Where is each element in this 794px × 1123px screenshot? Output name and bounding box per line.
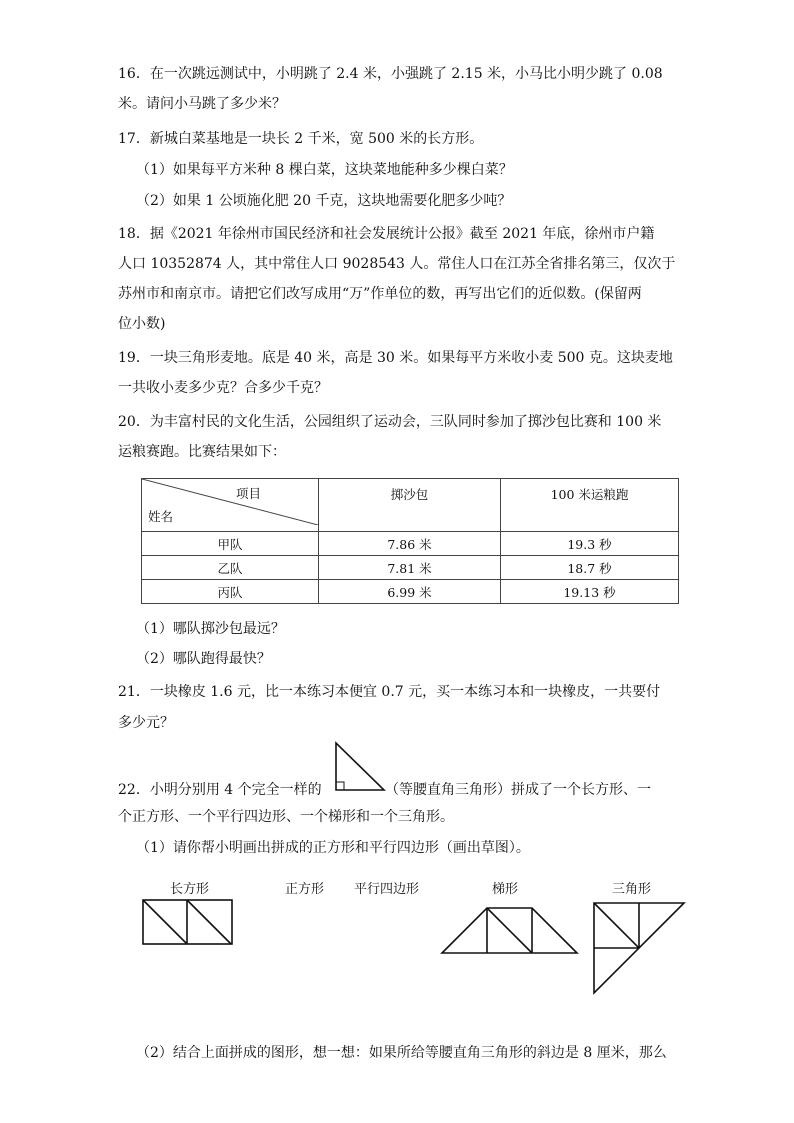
q18-line1: 18．据《2021 年徐州市国民经济和社会发展统计公报》截至 2021 年底，徐州市户籍: [118, 226, 655, 242]
q22-sub1: （1）请你帮小明画出拼成的正方形和平行四边形（画出草图）。: [136, 840, 530, 856]
run-cell: 19.13 秒: [501, 580, 679, 604]
table-header-row: [142, 479, 679, 532]
q18-line4: 位小数): [118, 316, 166, 332]
label-parallelogram: 平行四边形: [354, 882, 420, 897]
rectangle-figure: [143, 900, 232, 944]
team-cell: 甲队: [142, 532, 319, 556]
q21-line2: 多少元？: [118, 715, 174, 731]
q18-line2: 人口 10352874 人，其中常住人口 9028543 人。常住人口在江苏全省排名第三，仅次于: [118, 256, 676, 272]
table-corner-cell: [142, 479, 319, 532]
q19-line2: 一共收小麦多少克？合多少千克？: [118, 380, 328, 396]
table-row: [142, 580, 679, 604]
corner-label-project: 项目: [236, 486, 262, 501]
team-cell: 乙队: [142, 556, 319, 580]
q18-line3: 苏州市和南京市。请把它们改写成用“万”作单位的数，再写出它们的近似数。(保留两: [118, 286, 642, 302]
q22-line1-b: （等腰直角三角形）拼成了一个长方形、一: [385, 782, 651, 798]
label-square: 正方形: [285, 882, 325, 897]
table-row: [142, 532, 679, 556]
label-triangle: 三角形: [612, 882, 652, 897]
run-cell: 18.7 秒: [501, 556, 679, 580]
results-table: [141, 478, 679, 604]
throw-cell: 7.86 米: [319, 532, 501, 556]
q22-line2: 个正方形、一个平行四边形、一个梯形和一个三角形。: [118, 809, 454, 825]
q16-line2: 米。请问小马跳了多少米？: [118, 96, 286, 112]
q20-sub2: （2）哪队跑得最快？: [136, 651, 271, 667]
q20-line1: 20．为丰富村民的文化生活，公园组织了运动会，三队同时参加了掷沙包比赛和 100 米: [118, 414, 662, 430]
team-cell: 丙队: [142, 580, 319, 604]
q20-line2: 运粮赛跑。比赛结果如下：: [118, 444, 286, 460]
throw-cell: 7.81 米: [319, 556, 501, 580]
q20-sub1: （1）哪队掷沙包最远？: [136, 621, 285, 637]
q16-line1: 16．在一次跳远测试中，小明跳了 2.4 米，小强跳了 2.15 米，小马比小明少跳了 0.08: [118, 66, 663, 82]
q22-sub2: （2）结合上面拼成的图形，想一想：如果所给等腰直角三角形的斜边是 8 厘米，那么: [136, 1045, 667, 1061]
q17-sub1: （1）如果每平方米种 8 棵白菜，这块菜地能种多少棵白菜？: [136, 162, 513, 178]
q19-line1: 19．一块三角形麦地。底是 40 米，高是 30 米。如果每平方米收小麦 500 克。这块麦地: [118, 350, 673, 366]
q17-sub2: （2）如果 1 公顷施化肥 20 千克，这块地需要化肥多少吨？: [136, 193, 512, 209]
table-row: [142, 556, 679, 580]
header-run: 100 米运粮跑: [501, 479, 679, 532]
throw-cell: 6.99 米: [319, 580, 501, 604]
header-throw: 掷沙包: [319, 479, 501, 532]
trapezoid-figure: [442, 908, 577, 953]
q17-line1: 17．新城白菜基地是一块长 2 千米，宽 500 米的长方形。: [118, 131, 484, 147]
label-rectangle: 长方形: [170, 882, 210, 897]
q21-line1: 21．一块橡皮 1.6 元，比一本练习本便宜 0.7 元，买一本练习本和一块橡皮，一共要付: [118, 684, 661, 700]
run-cell: 19.3 秒: [501, 532, 679, 556]
corner-label-name: 姓名: [148, 509, 174, 524]
label-trapezoid: 梯形: [492, 882, 519, 897]
triangle-figure: [594, 903, 684, 993]
isosceles-right-triangle-icon: [336, 743, 384, 790]
q22-line1-a: 22．小明分别用 4 个完全一样的: [118, 782, 322, 798]
